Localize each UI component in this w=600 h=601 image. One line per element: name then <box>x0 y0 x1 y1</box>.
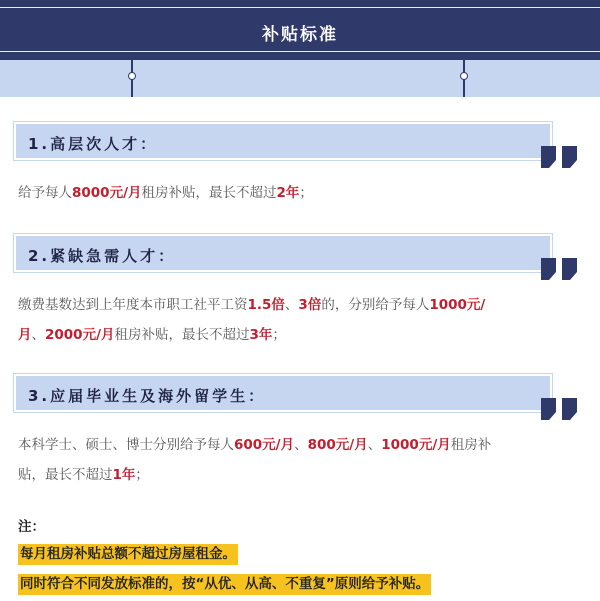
text-run: 、 <box>284 297 299 313</box>
highlight-value: 8000元/月 <box>72 185 142 201</box>
highlight-value: 1.5倍 <box>247 297 285 313</box>
note-title: 注： <box>18 519 45 535</box>
highlight-value: 800元/月 <box>307 437 368 453</box>
header-bar <box>0 0 600 60</box>
note-line-1: 每月租房补贴总额不超过房屋租金。 <box>18 544 238 565</box>
section-2-heading <box>14 234 552 272</box>
section-1-heading <box>14 122 552 160</box>
quote-mark-icon <box>540 258 580 280</box>
section-1-line <box>18 178 584 208</box>
highlight-value: 月 <box>18 327 32 343</box>
note-line-2: 同时符合不同发放标准的，按“从优、从高、不重复”原则给予补贴。 <box>18 574 431 595</box>
header-bottom-rule <box>0 51 600 52</box>
text-run: 、 <box>31 327 45 343</box>
highlight-value: 600元/月 <box>234 437 295 453</box>
text-run: 贴，最长不超过 <box>18 467 113 483</box>
text-run: 、 <box>367 437 382 453</box>
highlight-value: 1000元/月 <box>381 437 451 453</box>
text-run: 给予每人 <box>18 185 72 201</box>
section-3-line <box>18 460 584 490</box>
section-3-text <box>18 430 584 490</box>
section-2-title: 2.紧缺急需人才： <box>28 247 177 265</box>
highlight-value: 3年 <box>249 327 273 343</box>
section-2-line <box>18 320 584 350</box>
section-3-title: 3.应届毕业生及海外留学生： <box>28 387 267 405</box>
quote-mark-icon <box>540 146 580 168</box>
section-3-line <box>18 430 584 460</box>
section-1-title: 1.高层次人才： <box>28 135 159 153</box>
right-pin-icon <box>460 72 468 80</box>
header-band <box>0 60 600 97</box>
quote-mark-icon <box>540 398 580 420</box>
highlight-value: 2000元/月 <box>45 327 115 343</box>
section-2-line <box>18 290 584 320</box>
page-title: 补贴标准 <box>262 25 338 45</box>
highlight-value: 1000元/ <box>429 297 486 313</box>
highlight-value: 1年 <box>112 467 136 483</box>
text-run: 本科学士、硕士、博士分别给予每人 <box>18 437 234 453</box>
section-1-text <box>18 178 584 208</box>
text-run: 租房补 <box>450 437 492 453</box>
text-run: 租房补贴，最长不超过 <box>141 185 277 201</box>
left-pin-icon <box>128 72 136 80</box>
text-run: 、 <box>294 437 308 453</box>
header-top-rule <box>0 7 600 8</box>
highlight-value: 2年 <box>276 185 300 201</box>
section-2-text <box>18 290 584 350</box>
text-run: 缴费基数达到上年度本市职工社平工资 <box>18 297 248 313</box>
text-run: 的，分别给予每人 <box>321 297 430 313</box>
text-run: ； <box>299 185 313 201</box>
highlight-value: 3倍 <box>298 297 322 313</box>
text-run: 租房补贴，最长不超过 <box>114 327 250 343</box>
text-run: ； <box>272 327 286 343</box>
text-run: ； <box>135 467 149 483</box>
section-3-heading <box>14 374 552 412</box>
